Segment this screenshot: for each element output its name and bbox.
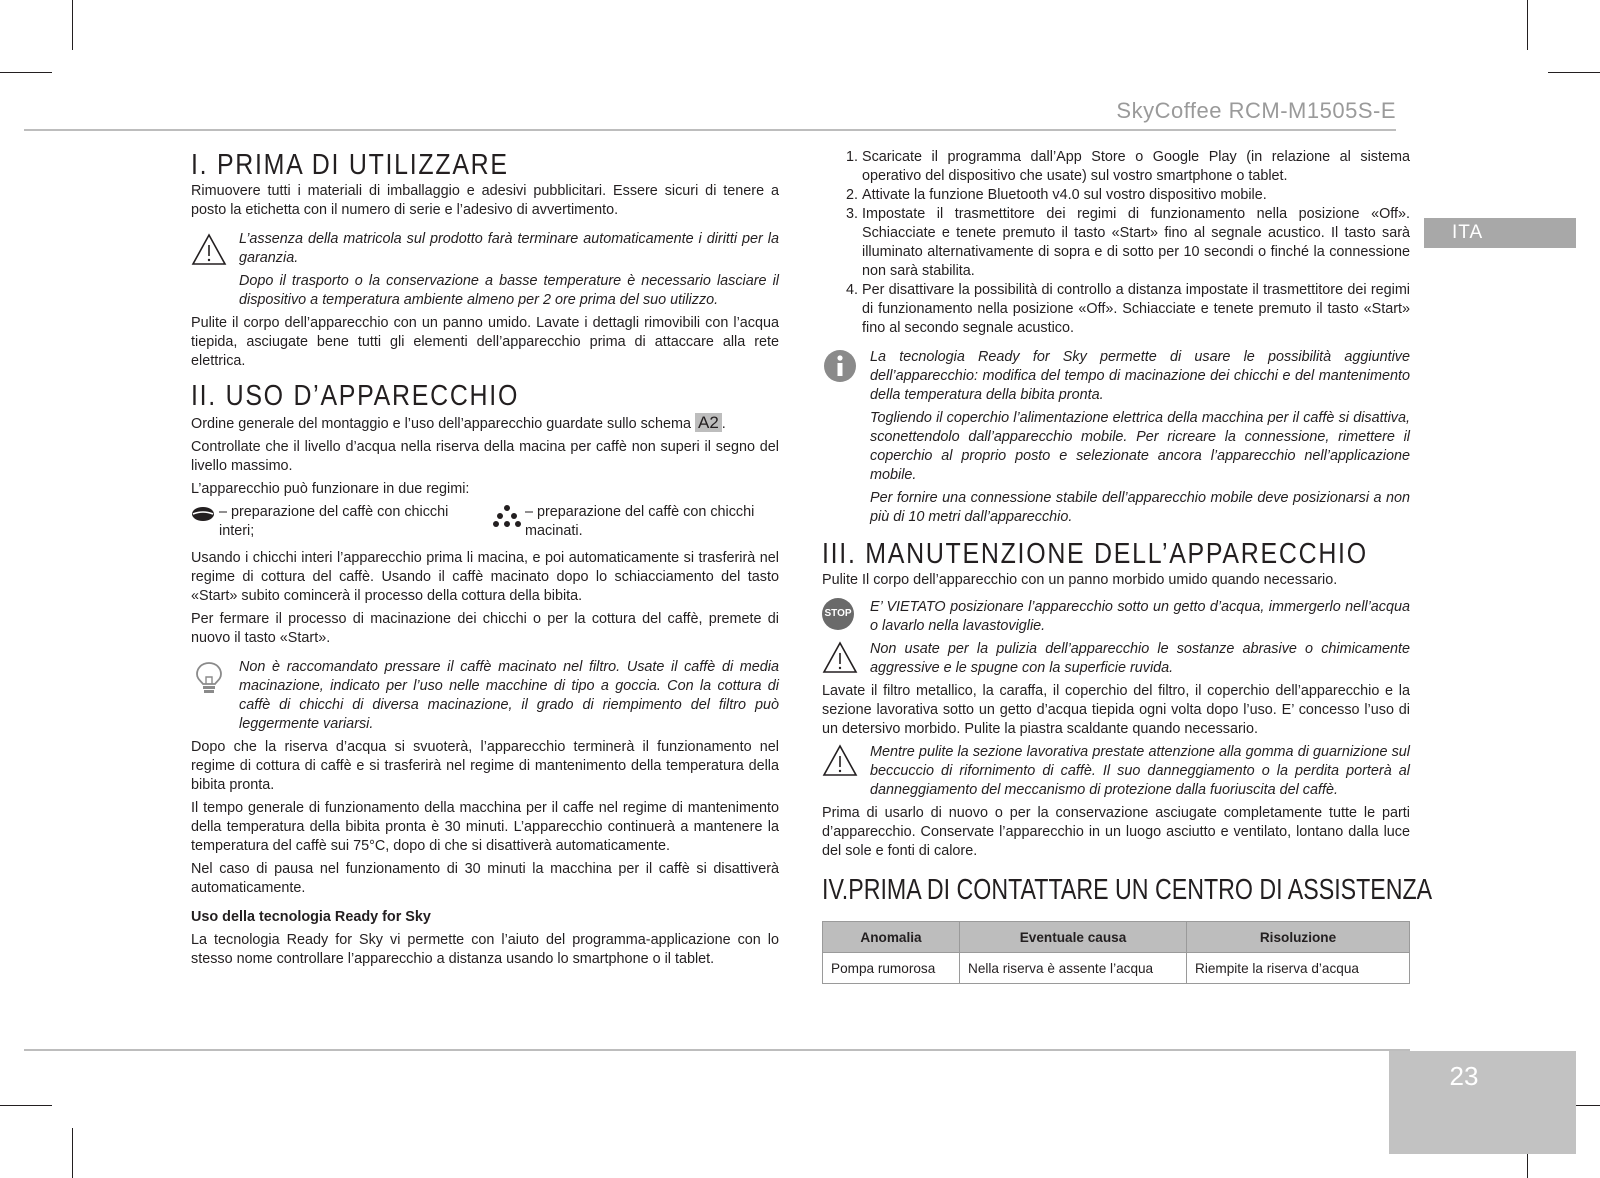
scheme-badge: A2 [695,413,722,432]
paragraph: La tecnologia Ready for Sky vi permette con l’aiuto del programma-applicazione con lo stesso nome controllare l’apparecchio a distanza usando lo smartphone o il tablet. [191,932,779,967]
crop-mark [0,1105,52,1106]
warning-triangle-icon [191,232,227,268]
info-icon [822,348,858,384]
paragraph: Nel caso di pausa nel funzionamento di 30 minuti la macchina per il caffè si disattiverà automaticamente. [191,861,779,896]
table-header-cell: Eventuale causa [960,922,1187,953]
table-header-cell: Anomalia [823,922,960,953]
stop-icon [822,598,854,630]
note-text: La tecnologia Ready for Sky permette di usare le possibilità aggiuntive dell’apparecchio: modifica del tempo di macinazione dei chicchi e del mantenimento della temperatura della bibita pronta. [870,349,1410,403]
modes-list [191,503,779,547]
note-text: Per fornire una connessione stabile dell’apparecchio mobile deve posizionarsi a non più di 10 metri dall’apparecchio. [870,490,1410,525]
crop-mark [1548,72,1600,73]
paragraph: L’apparecchio può funzionare in due regimi: [191,481,470,497]
note-text: Non è raccomandato pressare il caffè macinato nel filtro. Usate il caffè di media macinazione, indicato per l’uso nelle macchine di tipo a goccia. Con la cottura di caffè di chicchi di diversa macinazione, il grado di riempimento del filtro può leggermente variarsi. [239,659,779,732]
note-text: Non usate per la pulizia dell’apparecchio le sostanze abrasive o chimicamente aggressive e le spugne con la superficie ruvida. [870,641,1410,676]
paragraph-end: . [721,416,726,432]
paragraph: Pulite Il corpo dell’apparecchio con un panno morbido umido quando necessario. [822,572,1338,588]
paragraph: Pulite il corpo dell’apparecchio con un panno umido. Lavate i dettagli rimovibili con l’acqua tiepida, asciugate bene tutti gli elementi dell’apparecchio prima di attaccare alla rete elettrica. [191,315,779,369]
warning-triangle-icon [822,743,858,779]
info-note [822,348,1410,527]
note-text: L’assenza della matricola sul prodotto farà terminare automaticamente i diritti per la garanzia. [239,231,779,266]
table-row [823,953,1410,984]
paragraph: Il tempo generale di funzionamento della macchina per il caffe nel regime di mantenimento della temperatura della bibita pronta è 30 minuti. L’apparecchio continuerà a mantenere la temperatura del caffè sui 75°C, dopo di che si disattiverà automaticamente. [191,800,779,854]
warning-note [191,230,779,310]
stop-label: STOP [824,608,852,619]
section-title-3: III. MANUTENZIONE DELL’APPARECCHIO [822,538,1368,570]
note-text: Togliendo il coperchio l’alimentazione elettrica della macchina per il caffè si disattiva, sconettendolo dall’apparecchio mobile. Per ricreare la connessione, rimettere il coperchio al proprio posto e selezionate ancora l’apparecchio nell’applicazione mobile. [870,410,1410,483]
note-text: Mentre pulite la sezione lavorativa prestate attenzione alla gomma di guarnizione sul beccuccio di rifornimento di caffè. Il suo danneggiamento o la perdita porterà al danneggiamento del meccanismo di protezione dalla fuoriuscita del caffè. [870,744,1410,798]
list-item: 1. Scaricate il programma dall’App Store o Google Play (in relazione al sistema operativo del dispositivo che usate) sul vostro smartphone o tablet. [862,148,1410,186]
paragraph: Prima di usarlo di nuovo o per la conservazione asciugate completamente tutte le parti d’apparecchio. Conservate l’apparecchio in un luogo asciutto e ventilato, lontano dalla luce del sole e fonti di calore. [822,805,1410,859]
page-number: 23 [1449,1061,1479,1091]
list-item: 2. Attivate la funzione Bluetooth v4.0 sul vostro dispositivo mobile. [862,186,1410,205]
setup-steps [822,148,1410,338]
paragraph: Lavate il filtro metallico, la caraffa, il coperchio del filtro, il coperchio dell’apparecchio e la sezione lavorativa sotto un getto d’acqua tiepida ogni volta dopo l’uso. E’ concesso l’uso di un detersivo morbido. Pulite la piastra scaldante quando necessario. [822,683,1410,737]
crop-mark [72,0,73,50]
crop-mark [72,1128,73,1178]
table-header-row [823,922,1410,953]
list-item: 4. Per disattivare la possibilità di controllo a distanza impostate il trasmettitore dei regimi di funzionamento nella posizione «Off». Schiacciate e tenete premuto il tasto «Start» fino al secondo segnale acustico. [862,281,1410,338]
mode-text: – preparazione del caffè con chicchi macinati. [525,504,755,539]
table-cell: Pompa rumorosa [823,953,960,984]
table-header-cell: Risoluzione [1187,922,1410,953]
warning-triangle-icon [822,640,858,676]
footer-rule [24,1049,1410,1051]
stop-note [822,598,1410,636]
lightbulb-icon [191,660,227,696]
list-item: 3. Impostate il trasmettitore dei regimi di funzionamento nella posizione «Off». Schiacciate e tenete premuto il tasto «Start» fino al segnale acustico. Il tasto sarà illuminato alternativamente di sopra e di sotto per 10 secondi o finché la connessione non sarà stabilita. [862,205,1410,281]
mode-text: – preparazione del caffè con chicchi interi; [219,504,449,539]
coffee-bean-icon [191,505,217,523]
right-column [822,148,1433,984]
paragraph: Per fermare il processo di macinazione dei chicchi o per la cottura del caffè, premete di nuovo il tasto «Start». [191,611,779,646]
table-cell: Nella riserva è assente l’acqua [960,953,1187,984]
paragraph: Controllate che il livello d’acqua nella riserva della macina per caffè non superi il segno del livello massimo. [191,439,779,474]
language-tab: ITA [1424,218,1576,248]
section-title-1: I. PRIMA DI UTILIZZARE [191,149,509,181]
header-rule [24,129,1396,131]
paragraph: Dopo che la riserva d’acqua si svuoterà, l’apparecchio terminerà il funzionamento nel regime di cottura di caffè e si trasferirà nel regime di mantenimento della temperatura della bibita pronta. [191,739,779,793]
left-column [191,148,779,973]
note-text: Dopo il trasporto o la conservazione a basse temperature è necessario lasciare il dispositivo a temperatura ambiente almeno per 2 ore prima del suo utilizzo. [239,273,779,308]
subheading: Uso della tecnologia Ready for Sky [191,909,431,925]
warning-note [822,640,1410,678]
paragraph [191,413,779,434]
mode-whole-beans [191,503,481,541]
section-title-2: II. USO D’APPARECCHIO [191,380,520,412]
table-cell: Riempite la riserva d’acqua [1187,953,1410,984]
paragraph: Rimuovere tutti i materiali di imballaggio e adesivi pubblicitari. Essere sicuri di tenere a posto la etichetta con il numero di serie e l’adesivo di avvertimento. [191,183,779,218]
warning-note [822,743,1410,800]
crop-mark [0,72,52,73]
crop-mark [1527,0,1528,50]
mode-ground-coffee [493,503,779,541]
section-title-4: IV.PRIMA DI CONTATTARE UN CENTRO DI ASSISTENZA [822,874,1433,906]
note-text: E’ VIETATO posizionare l’apparecchio sotto un getto d’acqua, immergerlo nell’acqua o lavarlo nella lavastoviglie. [870,599,1410,634]
paragraph: Usando i chicchi interi l’apparecchio prima li macina, e poi automaticamente si trasferirà nel regime di cottura del caffè. Usando il caffè macinato dopo lo schiacciamento del tasto «Start» subito comincerà il processo della cottura della bibita. [191,550,779,604]
product-title: SkyCoffee RCM-M1505S-E [1116,98,1396,123]
ground-coffee-icon [493,503,521,529]
troubleshooting-table [822,921,1410,984]
paragraph-text: Ordine generale del montaggio e l’uso dell’apparecchio guardate sullo schema [191,416,691,432]
tip-note [191,658,779,734]
